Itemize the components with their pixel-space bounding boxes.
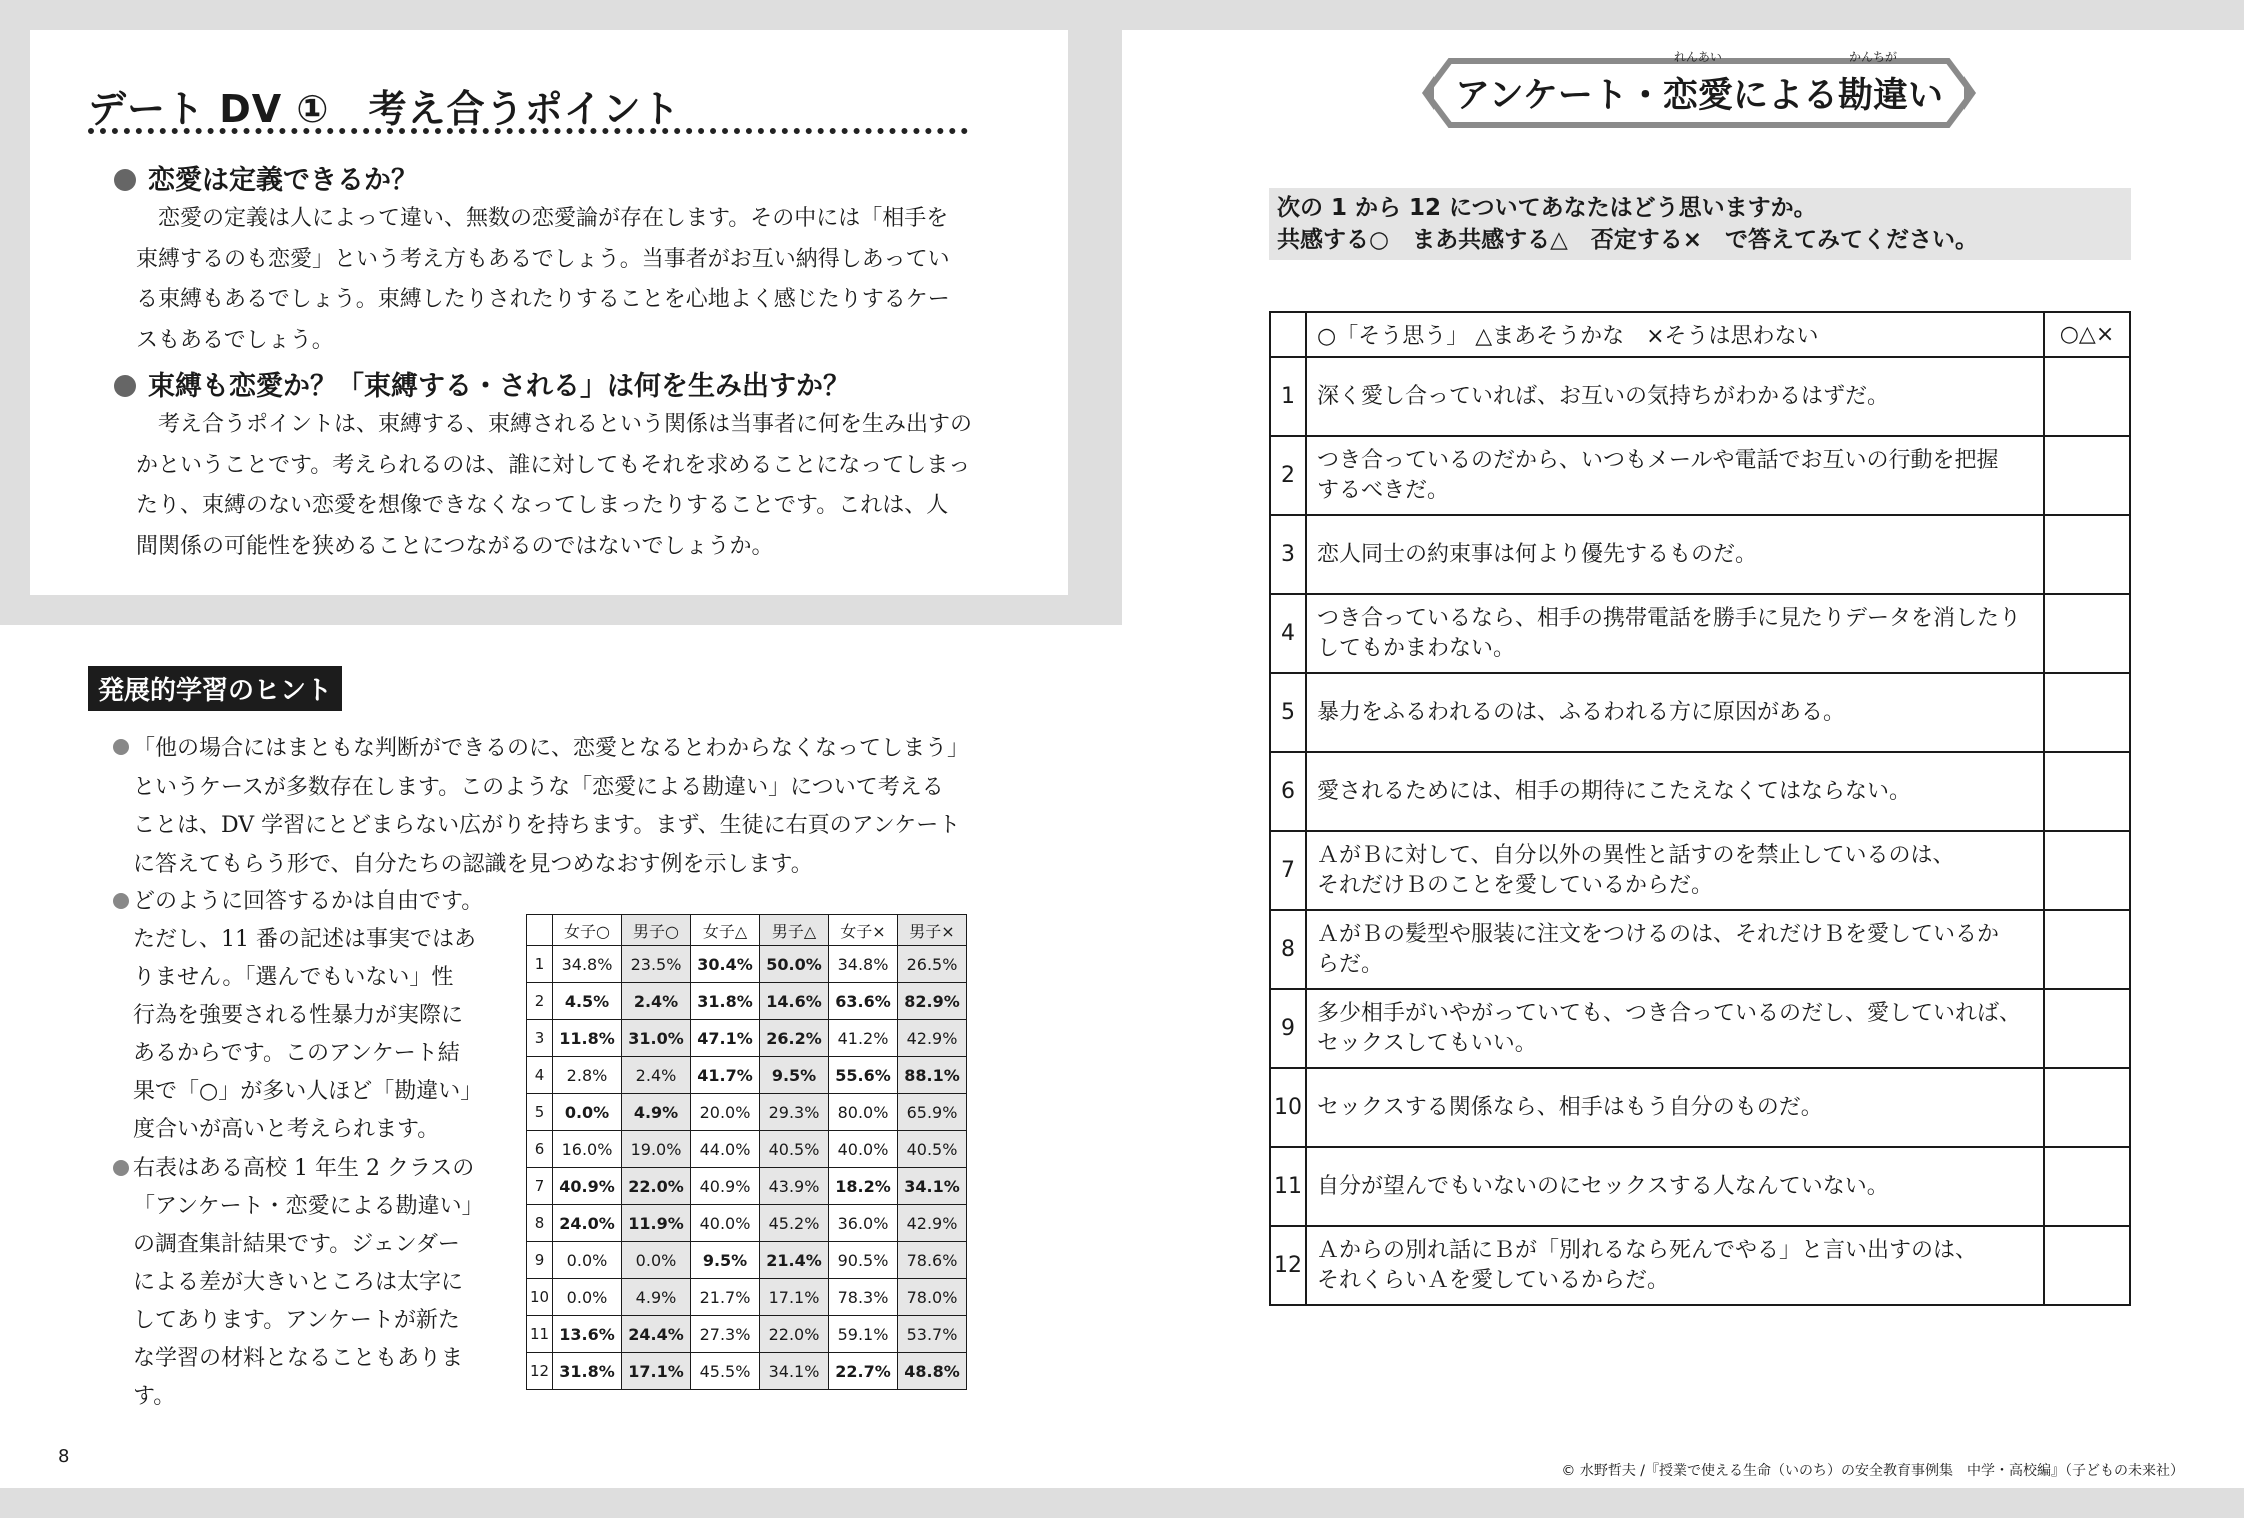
- stats-row-number: 11: [527, 1316, 553, 1353]
- stats-row: [527, 1020, 967, 1057]
- page-number: 8: [58, 1446, 70, 1467]
- survey-question-row: [1270, 436, 2130, 515]
- stats-cell: 0.0%: [553, 1279, 622, 1316]
- stats-cell: 11.9%: [622, 1205, 691, 1242]
- question-text-line: 深く愛し合っていれば、お互いの気持ちがわかるはずだ。: [1317, 383, 1890, 409]
- answer-cell[interactable]: [2044, 515, 2130, 594]
- stats-cell: 34.1%: [760, 1353, 829, 1390]
- survey-question-table: [1269, 311, 2131, 1306]
- stats-corner-cell: [527, 915, 553, 946]
- stats-cell: 78.3%: [829, 1279, 898, 1316]
- question-text: [1306, 989, 2044, 1068]
- question-text-line: 暴力をふるわれるのは、ふるわれる方に原因がある。: [1317, 699, 1846, 725]
- stats-cell: 42.9%: [898, 1020, 967, 1057]
- survey-question-row: [1270, 594, 2130, 673]
- survey-question-row: [1270, 752, 2130, 831]
- survey-results-table: [526, 914, 967, 1390]
- question-text-line: 自分が望んでもいないのにセックスする人なんていない。: [1317, 1173, 1889, 1199]
- answer-cell[interactable]: [2044, 989, 2130, 1068]
- stats-row-number: 3: [527, 1020, 553, 1057]
- question-text-line: ＡがＢの髪型や服装に注文をつけるのは、それだけＢを愛しているか: [1317, 921, 2000, 947]
- stats-cell: 21.4%: [760, 1242, 829, 1279]
- answer-cell[interactable]: [2044, 1068, 2130, 1147]
- question-text: [1306, 357, 2044, 436]
- stats-row: [527, 1168, 967, 1205]
- hint-paragraph-3: 右表はある高校 1 年生 2 クラスの 「アンケート・恋愛による勘違い」 の調査集計結果です。ジェンダー による差が大きいところは太字に してあります。アンケートが新た な学習の材料となることもありま す。: [133, 1156, 484, 1409]
- question-text: [1306, 831, 2044, 910]
- stats-column-header: 女子×: [829, 915, 898, 946]
- stats-row: [527, 1353, 967, 1390]
- stats-cell: 2.8%: [553, 1057, 622, 1094]
- survey-question-row: [1270, 673, 2130, 752]
- stats-row-number: 5: [527, 1094, 553, 1131]
- stats-row: [527, 1094, 967, 1131]
- survey-question-row: [1270, 1068, 2130, 1147]
- stats-cell: 21.7%: [691, 1279, 760, 1316]
- question-text-line: 愛されるためには、相手の期待にこたえなくてはならない。: [1317, 778, 1912, 804]
- stats-row: [527, 1057, 967, 1094]
- stats-cell: 50.0%: [760, 946, 829, 983]
- stats-cell: 53.7%: [898, 1316, 967, 1353]
- stats-cell: 9.5%: [760, 1057, 829, 1094]
- question-number: 11: [1270, 1147, 1306, 1226]
- stats-cell: 14.6%: [760, 983, 829, 1020]
- stats-cell: 26.2%: [760, 1020, 829, 1057]
- survey-header-row: [1270, 312, 2130, 357]
- question-text: [1306, 673, 2044, 752]
- question-text: [1306, 436, 2044, 515]
- stats-cell: 47.1%: [691, 1020, 760, 1057]
- answer-cell[interactable]: [2044, 436, 2130, 515]
- stats-cell: 40.9%: [553, 1168, 622, 1205]
- survey-title-banner: [1420, 50, 1978, 128]
- stats-cell: 24.4%: [622, 1316, 691, 1353]
- question-number: 10: [1270, 1068, 1306, 1147]
- stats-row-number: 4: [527, 1057, 553, 1094]
- stats-row: [527, 983, 967, 1020]
- question-number: 6: [1270, 752, 1306, 831]
- answer-cell[interactable]: [2044, 673, 2130, 752]
- survey-question-row: [1270, 515, 2130, 594]
- stats-cell: 43.9%: [760, 1168, 829, 1205]
- stats-row-number: 12: [527, 1353, 553, 1390]
- stats-cell: 31.8%: [553, 1353, 622, 1390]
- question-text-line: するべきだ。: [1317, 477, 1450, 503]
- stats-row-number: 8: [527, 1205, 553, 1242]
- stats-cell: 80.0%: [829, 1094, 898, 1131]
- stats-cell: 45.5%: [691, 1353, 760, 1390]
- bullet-icon: [113, 739, 129, 755]
- question-number: 8: [1270, 910, 1306, 989]
- question-text-line: セックスする関係なら、相手はもう自分のものだ。: [1317, 1094, 1823, 1120]
- stats-row-number: 9: [527, 1242, 553, 1279]
- stats-cell: 45.2%: [760, 1205, 829, 1242]
- answer-cell[interactable]: [2044, 594, 2130, 673]
- stats-row-number: 10: [527, 1279, 553, 1316]
- question-text-line: 恋人同士の約束事は何より優先するものだ。: [1317, 541, 1758, 567]
- stats-cell: 18.2%: [829, 1168, 898, 1205]
- question-text: [1306, 594, 2044, 673]
- stats-column-header: 男子○: [622, 915, 691, 946]
- question-text-line: つき合っているなら、相手の携帯電話を勝手に見たりデータを消したり: [1317, 605, 2022, 631]
- instruction-box: 次の 1 から 12 についてあなたはどう思いますか。 共感する○ まあ共感する△ 否定する× で答えてみてください。: [1269, 188, 2131, 260]
- stats-cell: 4.9%: [622, 1279, 691, 1316]
- page-title: デート DV ① 考え合うポイント: [88, 87, 681, 131]
- stats-cell: 2.4%: [622, 1057, 691, 1094]
- survey-question-row: [1270, 910, 2130, 989]
- stats-cell: 55.6%: [829, 1057, 898, 1094]
- stats-column-header: 女子○: [553, 915, 622, 946]
- stats-row-number: 6: [527, 1131, 553, 1168]
- stats-cell: 31.8%: [691, 983, 760, 1020]
- stats-row: [527, 1242, 967, 1279]
- answer-cell[interactable]: [2044, 752, 2130, 831]
- stats-cell: 40.0%: [691, 1205, 760, 1242]
- legend-cell: ○「そう思う」 △まあそうかな ×そうは思わない: [1306, 312, 2044, 357]
- stats-cell: 34.1%: [898, 1168, 967, 1205]
- stats-cell: 22.0%: [760, 1316, 829, 1353]
- stats-header-row: [527, 915, 967, 946]
- question-number: 9: [1270, 989, 1306, 1068]
- survey-question-row: [1270, 357, 2130, 436]
- stats-cell: 40.5%: [760, 1131, 829, 1168]
- stats-row: [527, 1131, 967, 1168]
- question-number: 7: [1270, 831, 1306, 910]
- question-text: [1306, 515, 2044, 594]
- bottom-band: [0, 1488, 2244, 1518]
- question-text-line: それだけＢのことを愛しているからだ。: [1317, 872, 1714, 898]
- stats-cell: 17.1%: [760, 1279, 829, 1316]
- survey-question-row: [1270, 831, 2130, 910]
- stats-row: [527, 1279, 967, 1316]
- stats-cell: 17.1%: [622, 1353, 691, 1390]
- survey-question-row: [1270, 1147, 2130, 1226]
- stats-cell: 0.0%: [553, 1242, 622, 1279]
- stats-cell: 88.1%: [898, 1057, 967, 1094]
- stats-cell: 4.5%: [553, 983, 622, 1020]
- question-number: 2: [1270, 436, 1306, 515]
- answer-cell[interactable]: [2044, 1147, 2130, 1226]
- question-text-line: ＡがＢに対して、自分以外の異性と話すのを禁止しているのは、: [1317, 842, 1955, 868]
- question-text-line: それくらいＡを愛しているからだ。: [1317, 1267, 1670, 1293]
- bullet-icon: [114, 169, 136, 191]
- question-number: 3: [1270, 515, 1306, 594]
- question-number: 12: [1270, 1226, 1306, 1305]
- stats-cell: 44.0%: [691, 1131, 760, 1168]
- stats-cell: 40.5%: [898, 1131, 967, 1168]
- answer-cell[interactable]: [2044, 1226, 2130, 1305]
- hint-paragraph-2: どのように回答するかは自由です。 ただし、11 番の記述は事実ではあ りません。「選んでもいない」性 行為を強要される性暴力が実際に あるからです。このアンケート結 果で「○」が多い人ほど「勘違い」 度合いが高いと考えられます。: [133, 889, 484, 1142]
- question-number: 4: [1270, 594, 1306, 673]
- answer-cell[interactable]: [2044, 831, 2130, 910]
- stats-row: [527, 1205, 967, 1242]
- question-text-line: してもかまわない。: [1317, 635, 1516, 661]
- bullet-icon: [113, 893, 129, 909]
- question-text: [1306, 1226, 2044, 1305]
- stats-cell: 78.6%: [898, 1242, 967, 1279]
- stats-cell: 4.9%: [622, 1094, 691, 1131]
- stats-row-number: 2: [527, 983, 553, 1020]
- stats-cell: 9.5%: [691, 1242, 760, 1279]
- stats-cell: 13.6%: [553, 1316, 622, 1353]
- stats-row-number: 7: [527, 1168, 553, 1205]
- copyright-credit: © 水野哲夫 /『授業で使える生命（いのち）の安全教育事例集 中学・高校編』（子どもの未来社）: [1561, 1463, 2184, 1479]
- stats-cell: 22.0%: [622, 1168, 691, 1205]
- stats-column-header: 男子△: [760, 915, 829, 946]
- stats-cell: 2.4%: [622, 983, 691, 1020]
- stats-cell: 24.0%: [553, 1205, 622, 1242]
- stats-cell: 30.4%: [691, 946, 760, 983]
- stats-cell: 36.0%: [829, 1205, 898, 1242]
- stats-row: [527, 1316, 967, 1353]
- stats-cell: 78.0%: [898, 1279, 967, 1316]
- stats-cell: 23.5%: [622, 946, 691, 983]
- paragraph-binding: 考え合うポイントは、束縛する、束縛されるという関係は当事者に何を生み出すの かということです。考えられるのは、誰に対してもそれを求めることになってしまっ たり、束縛のない恋愛を想像できなくなってしまったりすることです。これは、人 間関係の可能性を狭めることにつながるのではないでしょうか。: [136, 412, 973, 559]
- stats-cell: 82.9%: [898, 983, 967, 1020]
- paragraph-definition: 恋愛の定義は人によって違い、無数の恋愛論が存在します。その中には「相手を 束縛するのも恋愛」という考え方もあるでしょう。当事者がお互い納得しあってい る束縛もあるでしょう。束縛したりされたりすることを心地よく感じたりするケー スもあるでしょう。: [136, 206, 950, 353]
- stats-cell: 40.0%: [829, 1131, 898, 1168]
- question-text-line: らだ。: [1317, 951, 1384, 977]
- stats-cell: 65.9%: [898, 1094, 967, 1131]
- stats-cell: 26.5%: [898, 946, 967, 983]
- stats-cell: 29.3%: [760, 1094, 829, 1131]
- stats-cell: 0.0%: [622, 1242, 691, 1279]
- question-text-line: 多少相手がいやがっていても、つき合っているのだし、愛していれば、: [1317, 1000, 2022, 1026]
- stats-cell: 16.0%: [553, 1131, 622, 1168]
- question-number: 5: [1270, 673, 1306, 752]
- survey-question-row: [1270, 989, 2130, 1068]
- stats-cell: 19.0%: [622, 1131, 691, 1168]
- stats-cell: 41.7%: [691, 1057, 760, 1094]
- stats-row: [527, 946, 967, 983]
- stats-cell: 34.8%: [829, 946, 898, 983]
- question-text-line: セックスしてもいい。: [1317, 1030, 1537, 1056]
- question-text: [1306, 910, 2044, 989]
- subheading-binding: 束縛も恋愛か？「束縛する・される」は何を生み出すか？: [114, 364, 850, 403]
- hint-paragraph-1: 「他の場合にはまともな判断ができるのに、恋愛となるとわからなくなってしまう」 というケースが多数存在します。このような「恋愛による勘違い」について考える ことは、DV 学習にとどまらない広がりを持ちます。まず、生徒に右頁のアンケート に答えてもらう形で、自分たちの認識を見つめなおす例を示します。: [133, 736, 970, 877]
- stats-cell: 20.0%: [691, 1094, 760, 1131]
- subheading-definition: 恋愛は定義できるか？: [114, 158, 418, 197]
- question-text-line: つき合っているのだから、いつもメールや電話でお互いの行動を把握: [1317, 447, 1999, 473]
- stats-cell: 27.3%: [691, 1316, 760, 1353]
- stats-cell: 11.8%: [553, 1020, 622, 1057]
- stats-cell: 31.0%: [622, 1020, 691, 1057]
- answer-header: ○△×: [2044, 312, 2130, 357]
- stats-column-header: 男子×: [898, 915, 967, 946]
- stats-cell: 40.9%: [691, 1168, 760, 1205]
- answer-cell[interactable]: [2044, 910, 2130, 989]
- stats-cell: 59.1%: [829, 1316, 898, 1353]
- stats-cell: 90.5%: [829, 1242, 898, 1279]
- stats-cell: 0.0%: [553, 1094, 622, 1131]
- question-number: 1: [1270, 357, 1306, 436]
- hint-label: 発展的学習のヒント: [88, 666, 342, 711]
- bullet-icon: [114, 375, 136, 397]
- banner-title: アンケート・ れんあい 恋愛 による かんちが 勘違 い: [1455, 50, 1943, 116]
- question-text: [1306, 752, 2044, 831]
- bullet-icon: [113, 1160, 129, 1176]
- stats-cell: 41.2%: [829, 1020, 898, 1057]
- stats-cell: 34.8%: [553, 946, 622, 983]
- question-text: [1306, 1147, 2044, 1226]
- stats-cell: 48.8%: [898, 1353, 967, 1390]
- question-text: [1306, 1068, 2044, 1147]
- question-text-line: Ａからの別れ話にＢが「別れるなら死んでやる」と言い出すのは、: [1317, 1237, 1978, 1263]
- answer-cell[interactable]: [2044, 357, 2130, 436]
- title-dotted-rule: [88, 128, 968, 134]
- stats-cell: 63.6%: [829, 983, 898, 1020]
- survey-question-row: [1270, 1226, 2130, 1305]
- stats-cell: 42.9%: [898, 1205, 967, 1242]
- stats-row-number: 1: [527, 946, 553, 983]
- stats-cell: 22.7%: [829, 1353, 898, 1390]
- stats-column-header: 女子△: [691, 915, 760, 946]
